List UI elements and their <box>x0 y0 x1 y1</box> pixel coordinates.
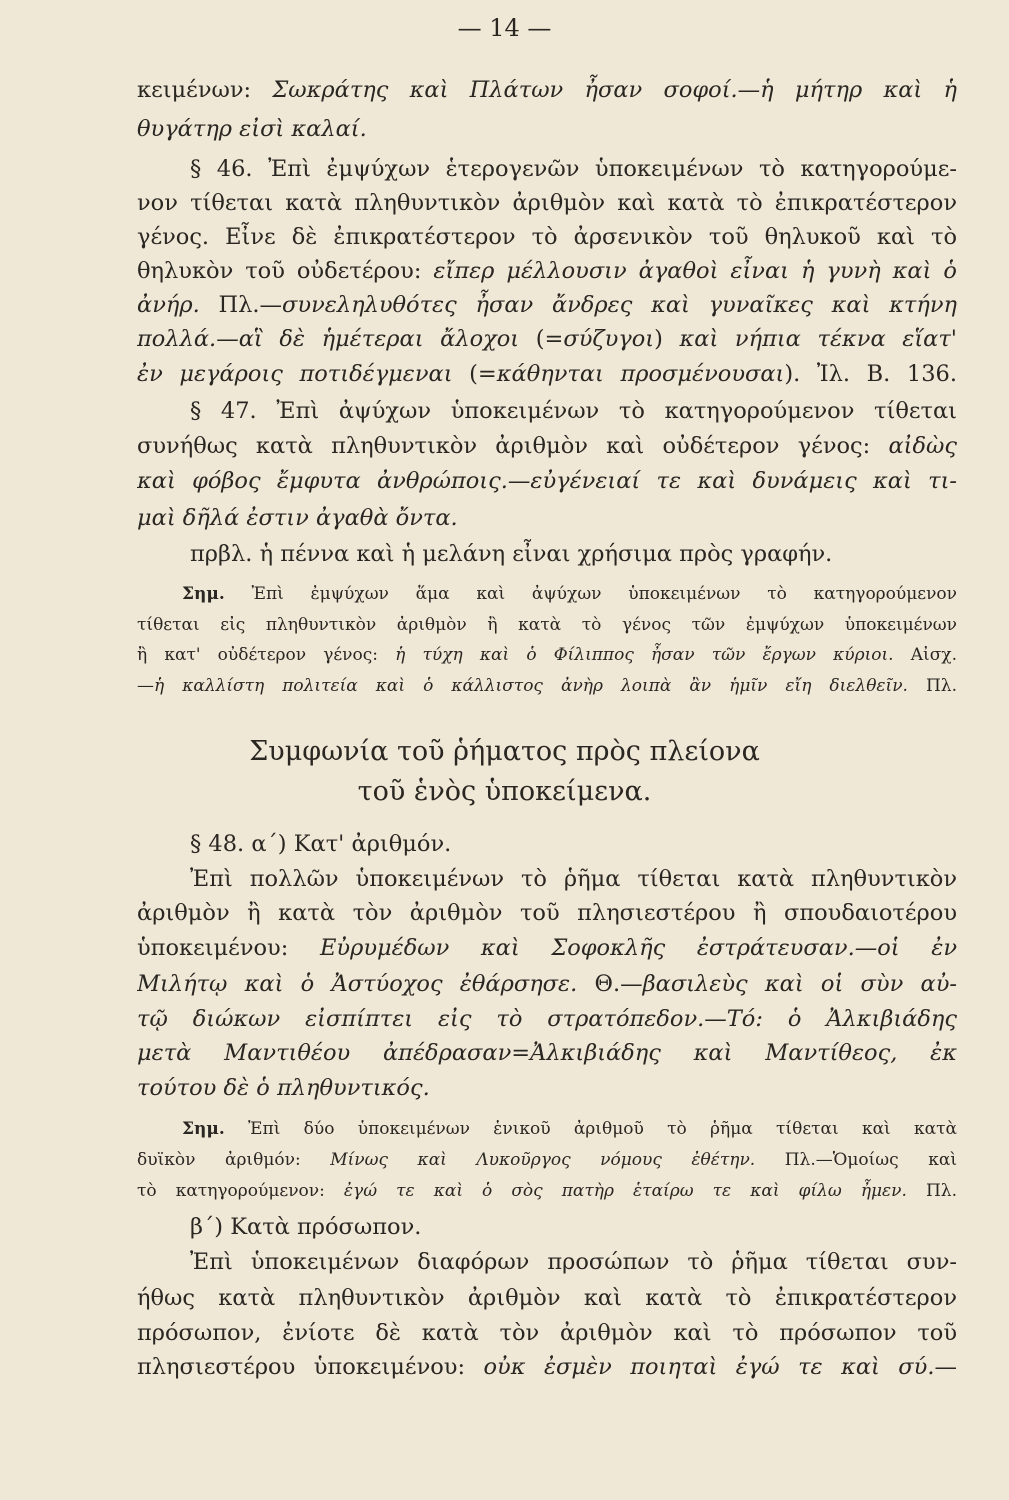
text-line: γένος. Εἶνε δὲ ἐπικρατέστερον τὸ ἀρσενικὸν τοῦ θηλυκοῦ καὶ τὸ <box>137 224 957 250</box>
text-line: πρβλ. ἡ πέννα καὶ ἡ μελάνη εἶναι χρήσιμα πρὸς γραφήν. <box>190 541 833 567</box>
text-line: θηλυκὸν τοῦ οὐδετέρου: εἴπερ μέλλουσιν ἀγαθοὶ εἶναι ἡ γυνὴ καὶ ὁ <box>137 258 957 284</box>
text-line: ήθως κατὰ πληθυντικὸν ἀριθμὸν καὶ κατὰ τὸ ἐπικρατέστερον <box>137 1285 957 1311</box>
text-line: καὶ φόβος ἔμφυτα ἀνθρώποις.—εὐγένειαί τε καὶ δυνάμεις καὶ τι- <box>137 468 957 494</box>
text-line: μετὰ Μαντιθέου ἀπέδρασαν=Ἀλκιβιάδης καὶ Μαντίθεος, ἐκ <box>137 1040 957 1066</box>
text-line: ἀριθμὸν ἢ κατὰ τὸν ἀριθμὸν τοῦ πλησιεστέρου ἢ σπουδαιοτέρου <box>137 900 957 926</box>
text-line: Ἐπὶ πολλῶν ὑποκειμένων τὸ ῥῆμα τίθεται κατὰ πληθυντικὸν <box>190 866 957 892</box>
text-line: τὸ κατηγορούμενον: ἐγώ τε καὶ ὁ σὸς πατὴρ ἑταίρω τε καὶ φίλω ἦμεν. Πλ. <box>137 1181 957 1201</box>
text-line: —ἡ καλλίστη πολιτεία καὶ ὁ κάλλιστος ἀνὴρ λοιπὰ ἂν ἡμῖν εἴη διελθεῖν. Πλ. <box>137 676 957 696</box>
text-line: τίθεται εἰς πληθυντικὸν ἀριθμὸν ἢ κατὰ τὸ γένος τῶν ἐμψύχων ὑποκειμένων <box>137 615 957 635</box>
text-line: ἀνήρ. Πλ.—συνεληλυθότες ἦσαν ἄνδρες καὶ γυναῖκες καὶ κτήνη <box>137 292 957 318</box>
section-heading-line-1: Συμφωνία τοῦ ῥήματος πρὸς πλείονα <box>249 736 760 767</box>
text-line: β΄) Κατὰ πρόσωπον. <box>190 1214 422 1240</box>
text-line: κειμένων: Σωκράτης καὶ Πλάτων ἦσαν σοφοί.—ἡ μήτηρ καὶ ἡ <box>137 77 957 103</box>
text-line: § 48. α΄) Κατ' ἀριθμόν. <box>190 831 452 857</box>
text-line: Σημ. Ἐπὶ δύο ὑποκειμένων ἑνικοῦ ἀριθμοῦ τὸ ῥῆμα τίθεται καὶ κατὰ <box>182 1119 957 1139</box>
text-line: νον τίθεται κατὰ πληθυντικὸν ἀριθμὸν καὶ κατὰ τὸ ἐπικρατέστερον <box>137 190 957 216</box>
text-line: Μιλήτῳ καὶ ὁ Ἀστύοχος ἐθάρσησε. Θ.—βασιλεὺς καὶ οἱ σὺν αὐ- <box>137 971 957 997</box>
section-heading-line-2: τοῦ ἑνὸς ὑποκείμενα. <box>357 776 652 807</box>
text-line: πλησιεστέρου ὑποκειμένου: οὐκ ἐσμὲν ποιηταὶ ἐγώ τε καὶ σύ.— <box>137 1354 957 1380</box>
text-line: ὑποκειμένου: Εὐρυμέδων καὶ Σοφοκλῆς ἐστράτευσαν.—οἱ ἐν <box>137 935 957 961</box>
text-line: § 47. Ἐπὶ ἀψύχων ὑποκειμένων τὸ κατηγορούμενον τίθεται <box>190 398 957 424</box>
text-line: ἢ κατ' οὐδέτερον γένος: ἡ τύχη καὶ ὁ Φίλιππος ἦσαν τῶν ἔργων κύριοι. Αἰσχ. <box>137 645 957 665</box>
text-line: μαὶ δῆλά ἐστιν ἀγαθὰ ὄντα. <box>137 505 458 531</box>
text-line: Ἐπὶ ὑποκειμένων διαφόρων προσώπων τὸ ῥῆμα τίθεται συν- <box>190 1249 957 1275</box>
page-number: — 14 — <box>457 14 552 42</box>
text-line: Σημ. Ἐπὶ ἐμψύχων ἅμα καὶ ἀψύχων ὑποκειμένων τὸ κατηγορούμενον <box>182 584 957 604</box>
text-line: πρόσωπον, ἐνίοτε δὲ κατὰ τὸν ἀριθμὸν καὶ τὸ πρόσωπον τοῦ <box>137 1320 957 1346</box>
text-line: πολλά.—αἳ δὲ ἡμέτεραι ἄλοχοι (=σύζυγοι) καὶ νήπια τέκνα εἵατ' <box>137 326 957 352</box>
text-line: συνήθως κατὰ πληθυντικὸν ἀριθμὸν καὶ οὐδέτερον γένος: αἰδὼς <box>137 433 957 459</box>
text-line: θυγάτηρ εἰσὶ καλαί. <box>137 116 367 142</box>
text-line: δυϊκὸν ἀριθμόν: Μίνως καὶ Λυκοῦργος νόμους ἐθέτην. Πλ.—Ὁμοίως καὶ <box>137 1150 957 1170</box>
text-line: ἐν μεγάροις ποτιδέγμεναι (=κάθηνται προσμένουσαι). Ἰλ. Β. 136. <box>137 361 957 387</box>
text-line: τῷ διώκων εἰσπίπτει εἰς τὸ στρατόπεδον.—Τό: ὁ Ἀλκιβιάδης <box>137 1006 957 1032</box>
text-line: τούτου δὲ ὁ πληθυντικός. <box>137 1075 430 1101</box>
text-line: § 46. Ἐπὶ ἐμψύχων ἑτερογενῶν ὑποκειμένων τὸ κατηγορούμε- <box>190 156 957 182</box>
